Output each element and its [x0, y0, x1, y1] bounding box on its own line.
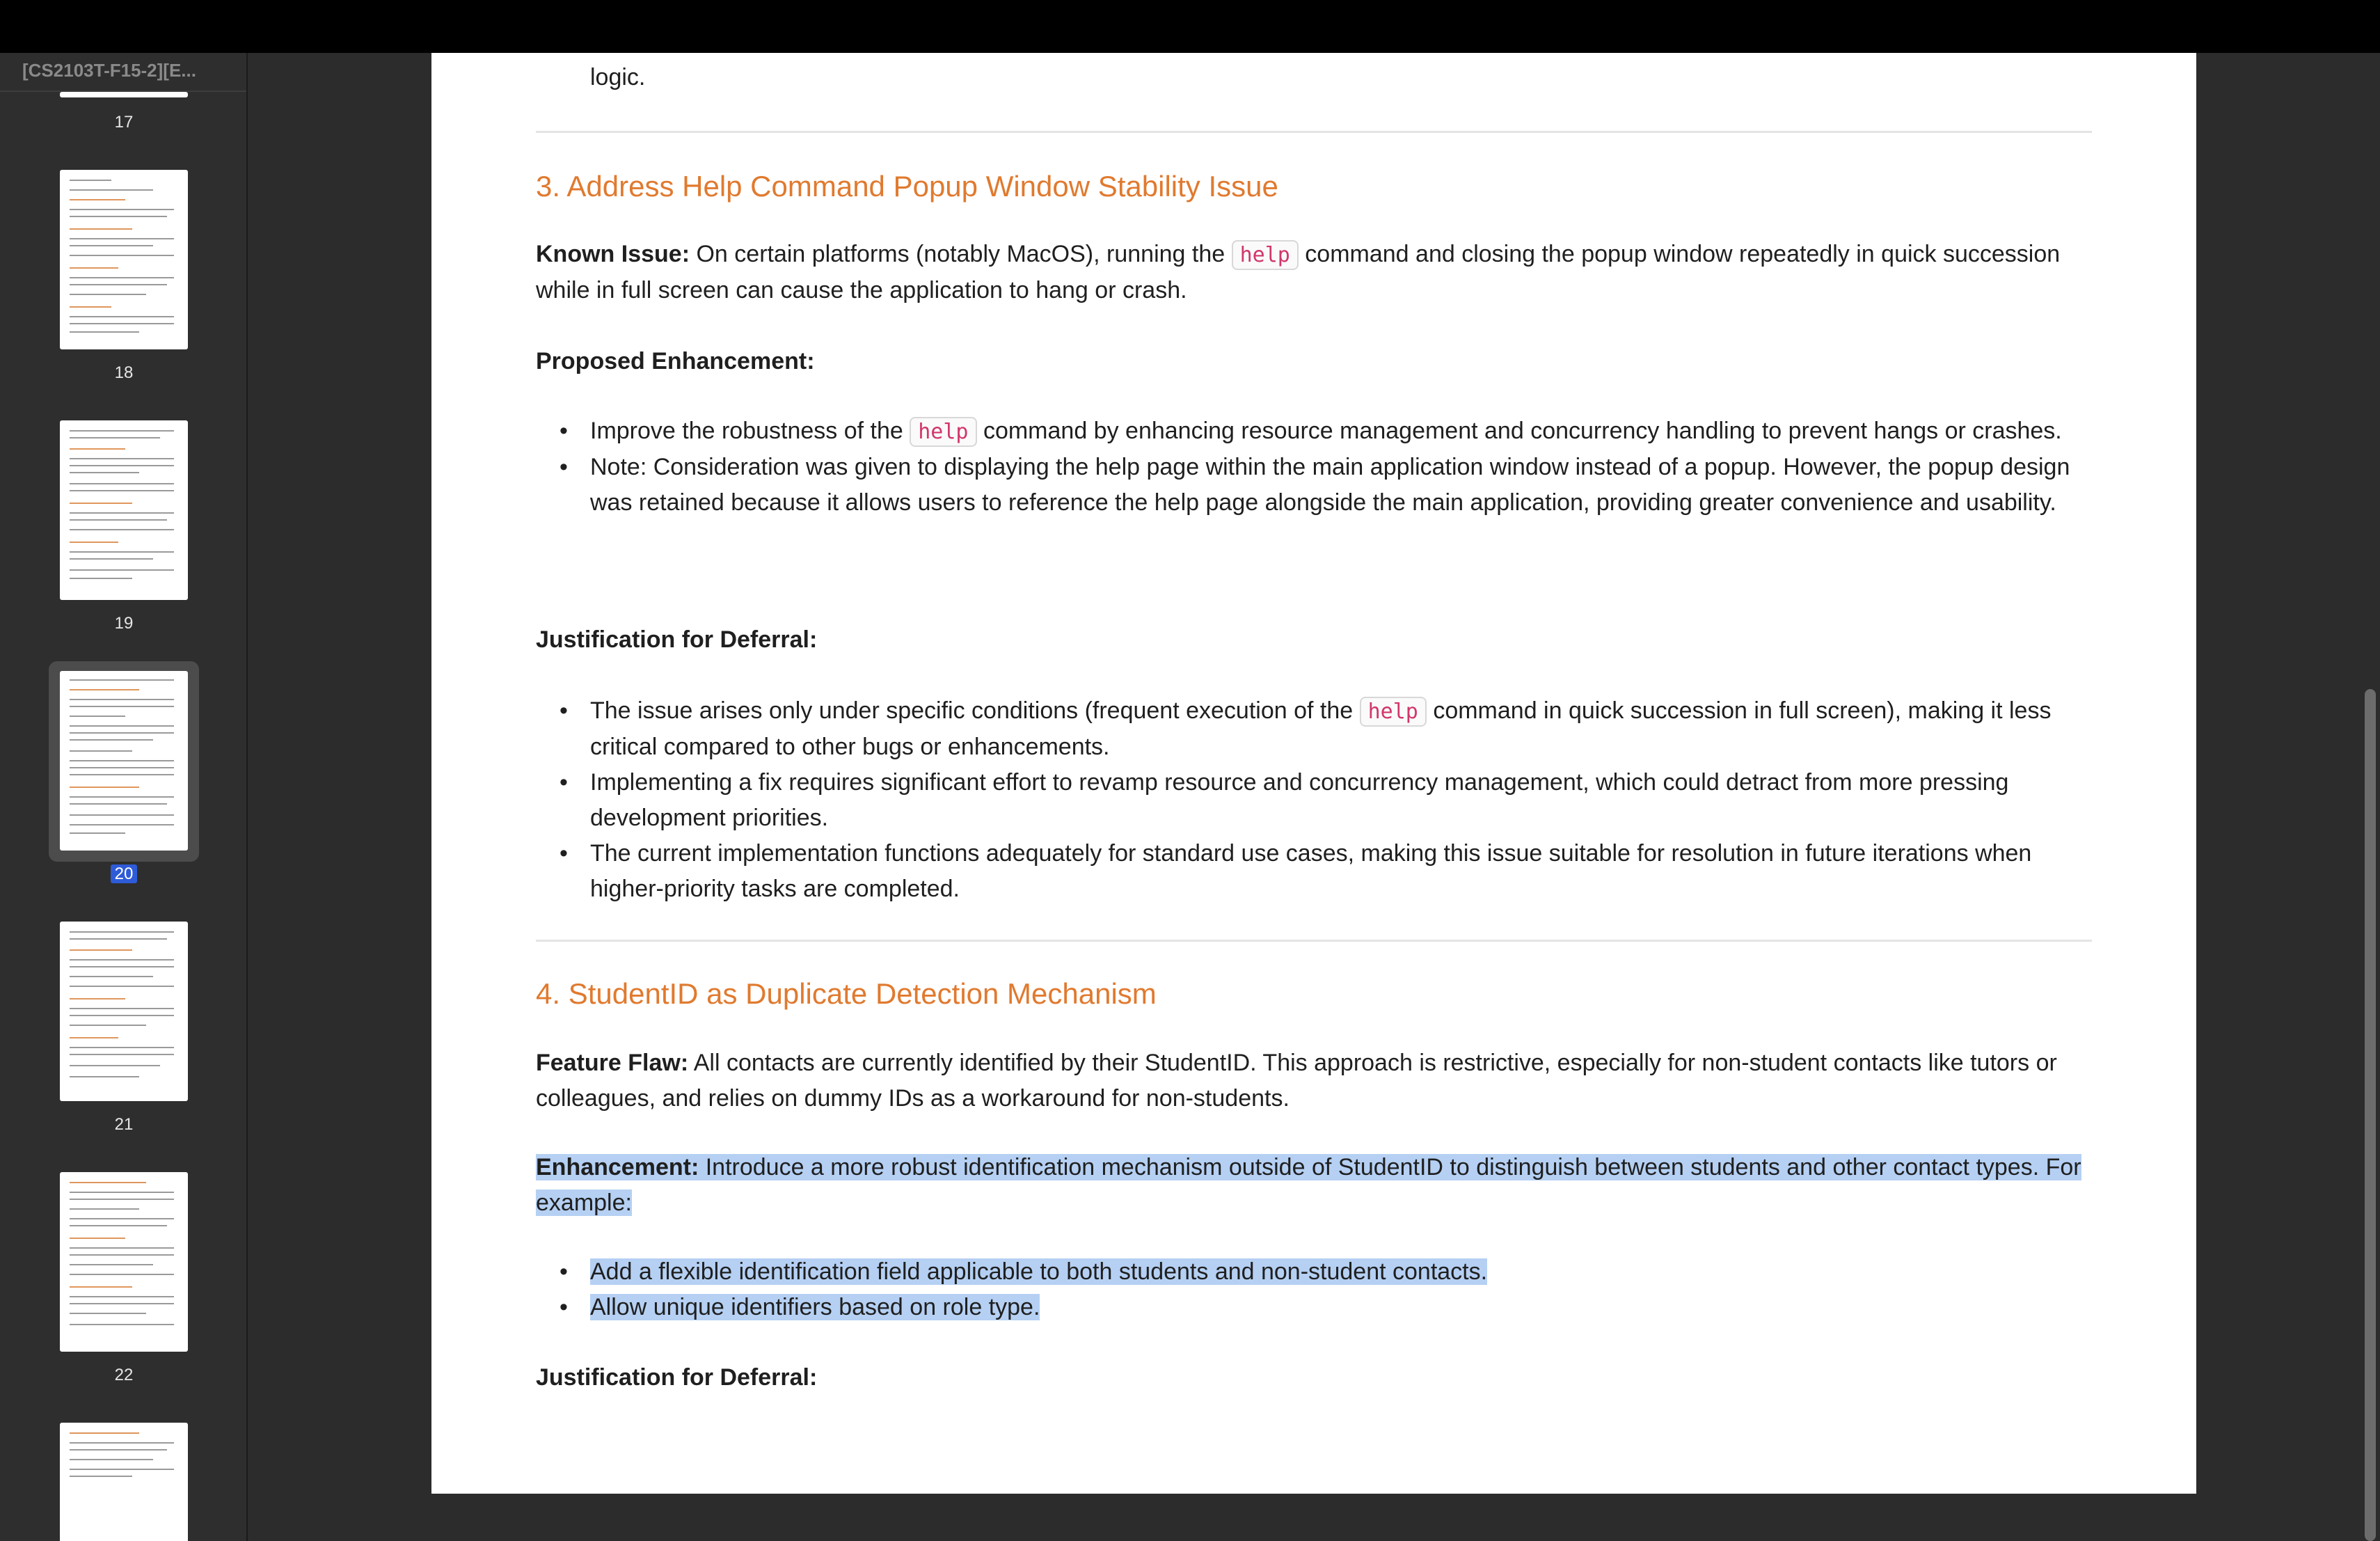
list-item-text: Improve the robustness of the [590, 418, 910, 444]
vertical-scrollbar[interactable] [2359, 53, 2380, 1541]
list-item: • The current implementation functions adequately for standard use cases, making this issue suitable for resolution in future iterations when higher-priority tasks are completed. [590, 836, 2092, 907]
help-code: help [1232, 240, 1299, 270]
page-thumbnail[interactable] [60, 1423, 188, 1541]
section-divider [536, 940, 2092, 942]
justification-list [536, 693, 2092, 907]
selected-page-number: 20 [111, 864, 138, 883]
page-thumbnail[interactable] [60, 92, 188, 97]
justification-heading [536, 1360, 817, 1396]
enhancement-list [536, 1254, 2092, 1325]
page-number-label: 21 [114, 1115, 134, 1134]
page-number-label: 17 [114, 113, 134, 132]
list-item: • Note: Consideration was given to displaying the help page within the main application window instead of a popup. However, the popup design was retained because it allows users to reference the help page alongside the main application, providing greater convenience and usability. [590, 450, 2092, 521]
proposed-enhancement-heading [536, 344, 815, 379]
proposed-enhancement-list [536, 413, 2092, 521]
list-item-text: command by enhancing resource management and concurrency handling to prevent hangs or crashes. [976, 418, 2062, 444]
help-code: help [1360, 697, 1427, 727]
justification-label: Justification for Deferral: [536, 626, 818, 653]
page-number-label: 18 [114, 363, 134, 382]
page-thumbnail[interactable] [60, 170, 188, 349]
selected-text[interactable] [536, 1154, 2081, 1216]
feature-flaw-text: All contacts are currently identified by their StudentID. This approach is restrictive, especially for non-student contacts like tutors or colleagues, and relies on dummy IDs as a workaround for non-students. [536, 1050, 2057, 1112]
known-issue-text-a: On certain platforms (notably MacOS), running the [690, 241, 1232, 267]
thumbnail-sidebar[interactable] [0, 53, 248, 1541]
list-item [590, 693, 2092, 765]
section-divider [536, 131, 2092, 133]
page-thumbnail[interactable] [60, 922, 188, 1101]
enhancement-paragraph[interactable] [536, 1150, 2092, 1221]
list-item [590, 413, 2092, 450]
selected-text[interactable]: Add a flexible identification field applicable to both students and non-student contacts. [590, 1258, 1488, 1285]
sidebar-document-title: [CS2103T-F15-2][E... [22, 60, 196, 81]
previous-paragraph-tail: logic. [590, 64, 646, 90]
page-number-label [0, 864, 248, 884]
feature-flaw-label: Feature Flaw: [536, 1050, 689, 1076]
page-number-label: 19 [114, 614, 134, 633]
justification-heading [536, 622, 817, 658]
window-title-bar [0, 0, 2380, 53]
known-issue-text-b: command and closing the popup window repeatedly in quick succession while in full screen can cause the application to hang or crash. [536, 241, 2061, 303]
section-3-heading: 3. Address Help Command Popup Window Stability Issue [536, 170, 1278, 203]
scrollbar-thumb[interactable] [2365, 689, 2376, 1541]
enhancement-label: Enhancement: [536, 1154, 699, 1180]
enhancement-text: Introduce a more robust identification mechanism outside of StudentID to distinguish between students and other contact types. For example: [536, 1154, 2081, 1216]
known-issue-label: Known Issue: [536, 241, 690, 267]
known-issue-paragraph [536, 237, 2092, 308]
section-4-heading: 4. StudentID as Duplicate Detection Mechanism [536, 977, 1157, 1010]
list-item[interactable] [590, 1254, 2092, 1290]
list-item[interactable] [590, 1290, 2092, 1325]
page-number-label: 22 [114, 1366, 134, 1384]
list-item: • Implementing a fix requires significant effort to revamp resource and concurrency management, which could detract from more pressing development priorities. [590, 765, 2092, 836]
justification-label: Justification for Deferral: [536, 1364, 818, 1391]
page-thumbnail[interactable] [60, 420, 188, 600]
proposed-enhancement-label: Proposed Enhancement: [536, 348, 815, 374]
page-thumbnail[interactable] [60, 671, 188, 851]
help-code: help [910, 417, 976, 447]
page-thumbnail[interactable] [60, 1172, 188, 1352]
selected-text[interactable]: Allow unique identifiers based on role type. [590, 1294, 1040, 1320]
feature-flaw-paragraph [536, 1045, 2092, 1116]
list-item-text: command in quick succession in full screen), making it less critical compared to other bugs or enhancements. [590, 697, 2052, 760]
document-page [431, 53, 2196, 1494]
list-item-text: The issue arises only under specific conditions (frequent execution of the [590, 697, 1360, 724]
